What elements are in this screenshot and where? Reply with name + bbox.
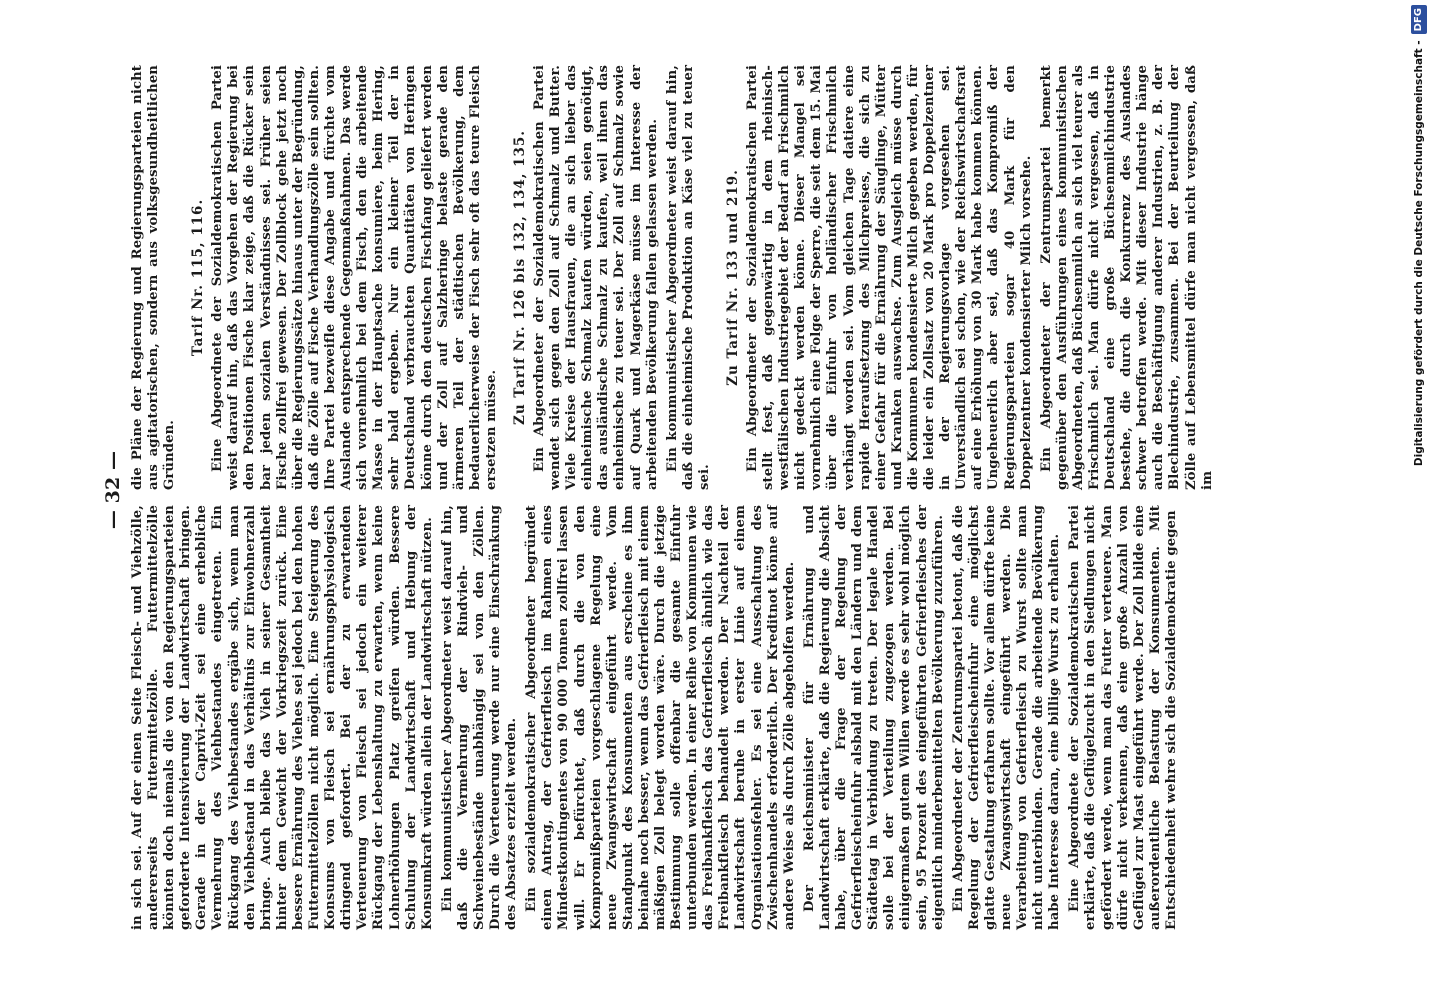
paragraph: Ein kommunistischer Abgeordneter weist darauf hin, daß die einheimische Produktion an Käse viel zu teuer sei.	[664, 65, 712, 490]
section-heading: Zu Tarif Nr. 133 und 219.	[725, 169, 741, 386]
paragraph: Der Reichsminister für Ernährung und Landwirtschaft erklärte, daß die Regierung die Absicht habe, über die Frage der Regelung der Gefrierfleischeinfuhr alsbald mit den Ländern und dem Städtetag in Verbindung zu treten. Der legale Handel solle bei der Verteilung zugezogen werden. Bei einigermaßen gutem Willen werde es sehr wohl möglich sein, 95 Prozent des eingeführten Gefrierfleisches der eigentlich minderbemittelten Bevölkerung zuzuführen.	[801, 505, 946, 930]
paragraph: Ein Abgeordneter der Zentrumspartei bemerkt gegenüber den Ausführungen eines kommunistischen Abgeordneten, daß Büchsenmilch an sich viel teurer als Frischmilch sei. Man dürfe nicht vergessen, daß in Deutschland eine große Büchsenmilchindustrie bestehe, die durch die Konkurrenz des Auslandes schwer betroffen werde. Mit dieser Industrie hänge auch die Beschäftigung anderer Industrien, z. B. der Blechindustrie, zusammen. Bei der Beurteilung der Zölle auf Lebensmittel dürfe man nicht vergessen, daß im	[1038, 65, 1215, 490]
paragraph: Ein sozialdemokratischer Abgeordneter begründet einen Antrag, der Gefrierfleisch im Rahmen eines Mindestkontingentes von 90 000 Tonnen zollfrei lassen will. Er befürchtet, daß durch die von den Kompromißparteien vorgeschlagene Regelung eine neue Zwangswirtschaft eingeführt werde. Vom Standpunkt des Konsumenten aus erscheine es ihm beinahe noch besser, wenn das Gefrierfleisch mit einem mäßigen Zoll belegt worden wäre. Durch die jetzige Bestimmung solle offenbar die gesamte Einfuhr unterbunden werden. In einer Reihe von Kommunen wie das Freibankfleisch das Gefrierfleisch ähnlich wie das Freibankfleisch behandelt werden. Der Nachteil der Landwirtschaft beruhe in erster Linie auf einem Organisationsfehler. Es sei eine Ausschaltung des Zwischenhandels erforderlich. Der Kreditnot könne auf andere Weise als durch Zölle abgeholfen werden.	[524, 505, 797, 930]
left-column	[130, 505, 1179, 930]
paragraph: Ein Abgeordneter der Zentrumspartei betont, daß die Regelung der Gefrierfleischeinfuhr eine möglichst glatte Gestaltung erfahren sollte. Vor allem dürfte keine neue Zwangswirtschaft eingeführt werden. Die Verarbeitung von Gefrierfleisch zu Wurst sollte man nicht unterbinden. Gerade die arbeitende Bevölkerung habe Interesse daran, eine billige Wurst zu erhalten.	[950, 505, 1063, 930]
paragraph: Ein Abgeordneter der Sozialdemokratischen Partei wendet sich gegen den Zoll auf Schmalz und Butter. Viele Kreise der Hausfrauen, die an sich lieber das einheimische Schmalz kaufen würden, seien genötigt, das ausländische Schmalz zu kaufen, weil ihnen das einheimische zu teuer sei. Der Zoll auf Schmalz sowie auf Quark und Magerkäse müsse im Interesse der arbeitenden Bevölkerung fallen gelassen werden.	[531, 65, 660, 490]
right-column	[130, 65, 1215, 490]
page-number: — 32 —	[102, 450, 124, 530]
paragraph: Eine Abgeordnete der Sozialdemokratischen Partei erklärte, daß die Geflügelzucht in den Siedlungen nicht gefördert werde, wenn man das Futter verteuere. Man dürfe nicht verkennen, daß eine große Anzahl von Geflügel zur Mast eingeführt werde. Der Zoll bilde eine außerordentliche Belastung der Konsumenten. Mit Entschiedenheit wehre sich die Sozialdemokratie gegen	[1067, 505, 1179, 930]
digitization-credit	[1408, 5, 1430, 995]
paragraph: in sich sei. Auf der einen Seite Fleisch- und Viehzölle, andererseits Futtermittelzölle. Futtermittelzölle könnten doch niemals die von den Regierungsparteien geforderte Intensivierung der Landwirtschaft bringen. Gerade in der Caprivi-Zeit sei eine erhebliche Vermehrung des Viehbestandes eingetreten. Ein Rückgang des Viehbestandes ergäbe sich, wenn man den Viehbestand in das Verhältnis zur Einwohnerzahl bringe. Auch bleibe das Vieh in seiner Gesamtheit hinter dem Gewicht der Vorkriegszeit zurück. Eine bessere Ernährung des Viehes sei jedoch bei den hohen Futtermittelzöllen nicht möglich. Eine Steigerung des Konsums von Fleisch sei ernährungsphysiologisch dringend gefordert. Bei der zu erwartenden Verteuerung von Fleisch sei jedoch ein weiterer Rückgang der Lebenshaltung zu erwarten, wenn keine Lohnerhöhungen Platz greifen würden. Bessere Schulung der Landwirtschaft und Hebung der Konsumkraft würden allein der Landwirtschaft nützen.	[130, 505, 435, 930]
paragraph: Ein Abgeordneter der Sozialdemokratischen Partei stellt fest, daß gegenwärtig in dem rheinisch-westfälischen Industriegebiet der Bedarf an Frischmilch nicht gedeckt werden könne. Dieser Mangel sei vornehmlich eine Folge der Sperre, die seit dem 15. Mai über die Einfuhr von holländischer Frischmilch verhängt worden sei. Vom gleichen Tage datiere eine rapide Heraufsetzung des Milchpreises, die sich zu einer Gefahr für die Ernährung der Säuglinge, Mütter und Kranken auswachse. Zum Ausgleich müsse durch die Kommunen kondensierte Milch gegeben werden, für die leider ein Zollsatz von 20 Mark pro Doppelzentner in der Regierungsvorlage vorgesehen sei. Unverständlich sei schon, wie der Reichswirtschaftsrat auf eine Erhöhung von 30 Mark habe kommen können. Ungeheuerlich aber sei, daß das Kompromiß der Regierungsparteien sogar 40 Mark für den Doppelzentner kondensierter Milch vorsehe.	[745, 65, 1034, 490]
section-heading: Tarif Nr. 115, 116.	[190, 198, 207, 357]
credit-text: Digitalisierung gefördert durch die Deutsche Forschungsgemeinschaft -	[1413, 40, 1425, 467]
paragraph: Eine Abgeordnete der Sozialdemokratischen Partei weist darauf hin, daß das Vorgehen der Regierung bei den Positionen Fische klar zeige, daß die Rücker sein bar jeden sozialen Verständnisses sei. Früher seien Fische zollfrei gewesen. Der Zollblock gehe jetzt noch über die Regierungssätze hinaus unter der Begründung, daß die Zölle auf Fische Verhandlungszölle sein sollten. Ihre Partei bezweifle diese Angabe und fürchte vom Auslande entsprechende Gegenmaßnahmen. Das werde sich vornehmlich bei dem Fisch, den die arbeitende Masse in der Hauptsache konsumiere, beim Hering, sehr bald ergeben. Nur ein kleiner Teil der in Deutschland verbrauchten Quantitäten von Heringen könne durch den deutschen Fischfang geliefert werden und der Zoll auf Salzheringe belaste gerade den ärmeren Teil der städtischen Bevölkerung, dem bedauerlicherweise der Fisch sehr oft das teure Fleisch ersetzen müsse.	[210, 65, 499, 490]
paragraph: Ein kommunistischer Abgeordneter weist darauf hin, daß die Vermehrung der Rindvieh- und Schweinebestände unabhängig sei von den Zöllen. Durch die Verteuerung werde nur eine Einschränkung des Absatzes erzielt werden.	[439, 505, 520, 930]
section-heading: Zu Tarif Nr. 126 bis 132, 134, 135.	[511, 129, 528, 426]
scanned-page	[100, 50, 1215, 930]
dfg-logo: DFG	[1411, 5, 1427, 34]
paragraph: die Pläne der Regierung und Regierungsparteien nicht aus agitatorischen, sondern aus volksgesundheitlichen Gründen.	[130, 65, 178, 490]
